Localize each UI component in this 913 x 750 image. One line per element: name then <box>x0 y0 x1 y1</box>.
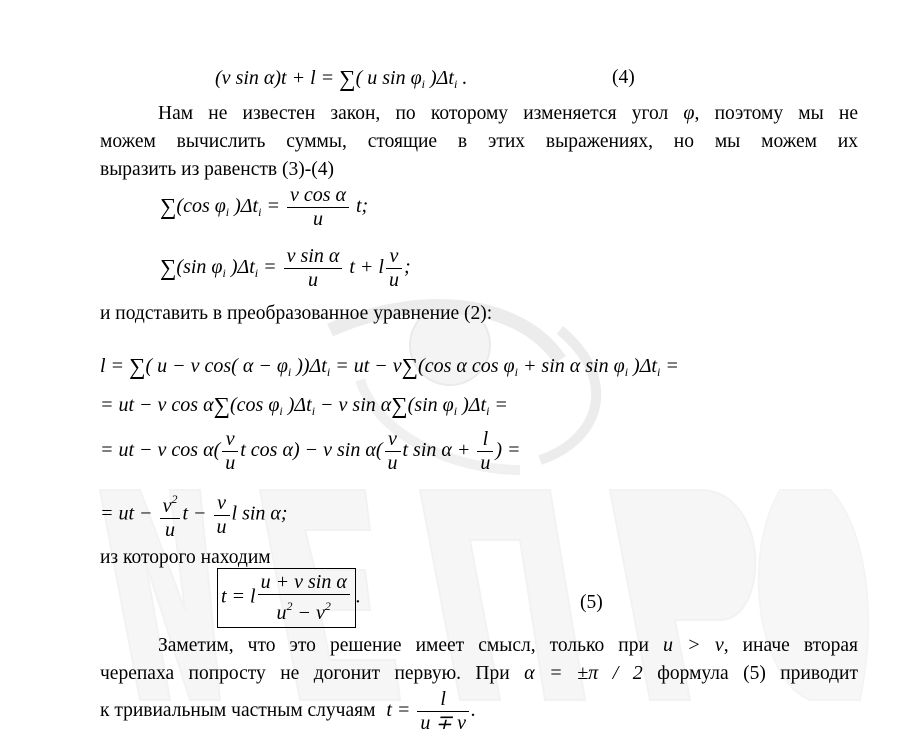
derivation-line-4: = ut − $\frac{v^2}{u}$ t − $\frac{v}{u}$ l sin α; <box>100 488 288 542</box>
paragraph-1-line-3: выразить из равенств (3)-(4) <box>100 159 334 180</box>
equation-4-number: (4) <box>612 67 635 88</box>
derivation-line-2: = ut − v cos α∑(cos $\varphi_i$ )$\Delta t_i - v$ sin α∑(sin $\varphi_i$ )$\Delta t_i$ = <box>100 393 508 418</box>
paragraph-4-line-3: к тривиальным частным случаям t = $\frac{l}{u \mp v}$ . <box>100 688 477 734</box>
paragraph-1-line-2: можем вычислить суммы, стоящие в этих выражениях, но мы можем их <box>100 131 858 152</box>
equation-5-boxed: t = l $\frac{\text{u + v sin α}}{u^2 - v^2}$ . <box>217 568 361 628</box>
derivation-line-1: l = ∑( u − v cos( $\alpha - \varphi_i$ ))$\Delta t_i$ = ut − v∑(cos α $\cos \varphi_i + \sin \alpha$ $\sin \varphi_i$ )$\Delta t_i$ = <box>100 354 679 379</box>
equation-4: (v sin α)t + l = ∑( u $\sin \varphi_i$ )$\Delta t_i$ . <box>215 66 468 91</box>
paragraph-1-line-1: Нам не известен закон, по которому изменяется угол φ, поэтому мы не <box>158 102 858 124</box>
paragraph-4-line-1: Заметим, что это решение имеет смысл, только при u > v, иначе вторая <box>158 634 858 656</box>
paragraph-2: и подставить в преобразованное уравнение (2): <box>100 303 493 324</box>
paragraph-4-line-2: черепаха попросту не догонит первую. При α = ±π / 2 формула (5) приводит <box>100 662 859 684</box>
equation-5-number: (5) <box>580 592 603 613</box>
equation-sum-cos: ∑(cos $\varphi_i$ )$\Delta t_i$ = $\frac{\text{v cos α}}{u}$ t; <box>160 184 369 230</box>
derivation-line-3: = ut − v cos α( $\frac{v}{u}$ t cos α) − v sin α( $\frac{v}{u}$ t sin α + $\frac{l}{u}$ ) = <box>100 428 521 474</box>
paragraph-3: из которого находим <box>100 547 271 568</box>
equation-sum-sin: ∑(sin $\varphi_i$ )$\Delta t_i$ = $\frac{\text{v sin α}}{u}$ t + l $\frac{v}{u}$ ; <box>160 245 411 291</box>
